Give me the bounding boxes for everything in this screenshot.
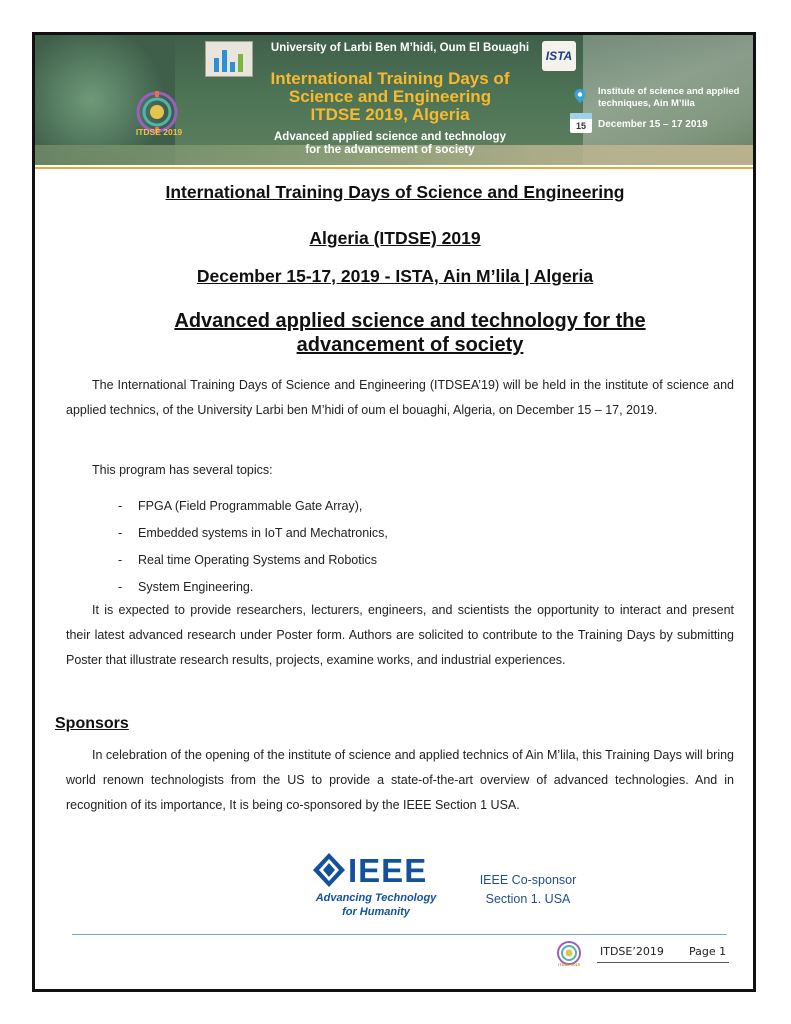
topic-label: Embedded systems in IoT and Mechatronics, — [138, 526, 388, 540]
heading-line2: Algeria (ITDSE) 2019 — [309, 228, 481, 248]
ieee-tagline1: Advancing Technology — [315, 892, 437, 904]
topics-list — [118, 493, 388, 601]
cosponsor-line2: Section 1. USA — [485, 892, 571, 906]
banner-title-line2: Science and Engineering — [288, 87, 492, 106]
banner-subtitle-line2: for the advancement of society — [305, 144, 475, 156]
topics-intro: This program has several topics: — [92, 463, 273, 477]
list-item: - System Engineering. — [118, 580, 254, 594]
institute-line2: techniques, Ain M’lila — [598, 98, 695, 109]
header-banner — [35, 35, 753, 165]
footer-divider — [72, 934, 727, 935]
topic-label: System Engineering. — [138, 580, 254, 594]
banner-subtitle-line1: Advanced applied science and technology — [274, 131, 506, 143]
ista-logo: ISTA — [542, 41, 576, 71]
footer-page-number: Page 1 — [689, 945, 727, 958]
sponsors-paragraph — [66, 743, 734, 818]
ieee-diamond-icon — [312, 852, 346, 888]
calendar-icon — [570, 113, 592, 133]
footer-logo-label: ITDSE 2019 — [558, 962, 580, 967]
intro-paragraph — [66, 373, 734, 423]
expected-paragraph — [66, 598, 734, 673]
cosponsor-line1: IEEE Co-sponsor — [479, 873, 577, 887]
location-pin-icon — [572, 88, 588, 104]
banner-divider — [35, 167, 753, 169]
topic-label: Real time Operating Systems and Robotics — [138, 553, 377, 567]
topic-label: FPGA (Field Programmable Gate Array), — [138, 499, 363, 513]
sponsors-text: In celebration of the opening of the institute of science and applied technics of Ain M’lila, this Training Days will bring world renown technologists from the US to provide a state-of-the-art overview of advanced technologies. And in recognition of its importance, It is being co-sponsored by the IEEE Section 1 USA. — [66, 748, 734, 812]
university-name: University of Larbi Ben M’hidi, Oum El Bouaghi — [270, 42, 530, 54]
list-item: - Real time Operating Systems and Robotics — [118, 553, 377, 567]
list-item: - Embedded systems in IoT and Mechatronics, — [118, 526, 388, 540]
institute-name — [598, 86, 748, 110]
ieee-cosponsor-label — [468, 871, 588, 909]
heading-line1: International Training Days of Science and Engineering — [165, 182, 625, 202]
expected-text: It is expected to provide researchers, lecturers, engineers, and scientists the opportunity to interact and present their latest advanced research under Poster form. Authors are solicited to contribute to the Training Days by submitting Poster that illustrate research results, projects, examine works, and industrial experiences. — [66, 603, 734, 667]
banner-dates: December 15 – 17 2019 — [598, 119, 708, 130]
footer-document-label: ITDSE’2019 — [600, 945, 664, 958]
ieee-logo — [308, 850, 440, 922]
ieee-wordmark: IEEE — [348, 852, 428, 889]
ieee-tagline2: for Humanity — [342, 906, 410, 918]
theme-heading: Advanced applied science and technology for the advancement of society — [174, 310, 646, 356]
list-item: - FPGA (Field Programmable Gate Array), — [118, 499, 363, 513]
sponsors-heading: Sponsors — [55, 715, 129, 732]
institute-line1: Institute of science and applied — [598, 86, 740, 97]
banner-title-line3: ITDSE 2019, Algeria — [310, 105, 470, 124]
banner-title-line1: International Training Days of — [270, 69, 510, 88]
intro-text: The International Training Days of Science and Engineering (ITDSEA’19) will be held in the institute of science and applied technics, of the University Larbi ben M’hidi of oum el bouaghi, Algeria, on December 15 – 17, 2019. — [66, 378, 734, 417]
heading-line3: December 15-17, 2019 - ISTA, Ain M’lila | Algeria — [196, 266, 594, 286]
itdse-logo-label: ITDSE 2019 — [135, 127, 183, 137]
footer-underline — [597, 962, 729, 963]
calendar-day: 15 — [575, 121, 586, 131]
